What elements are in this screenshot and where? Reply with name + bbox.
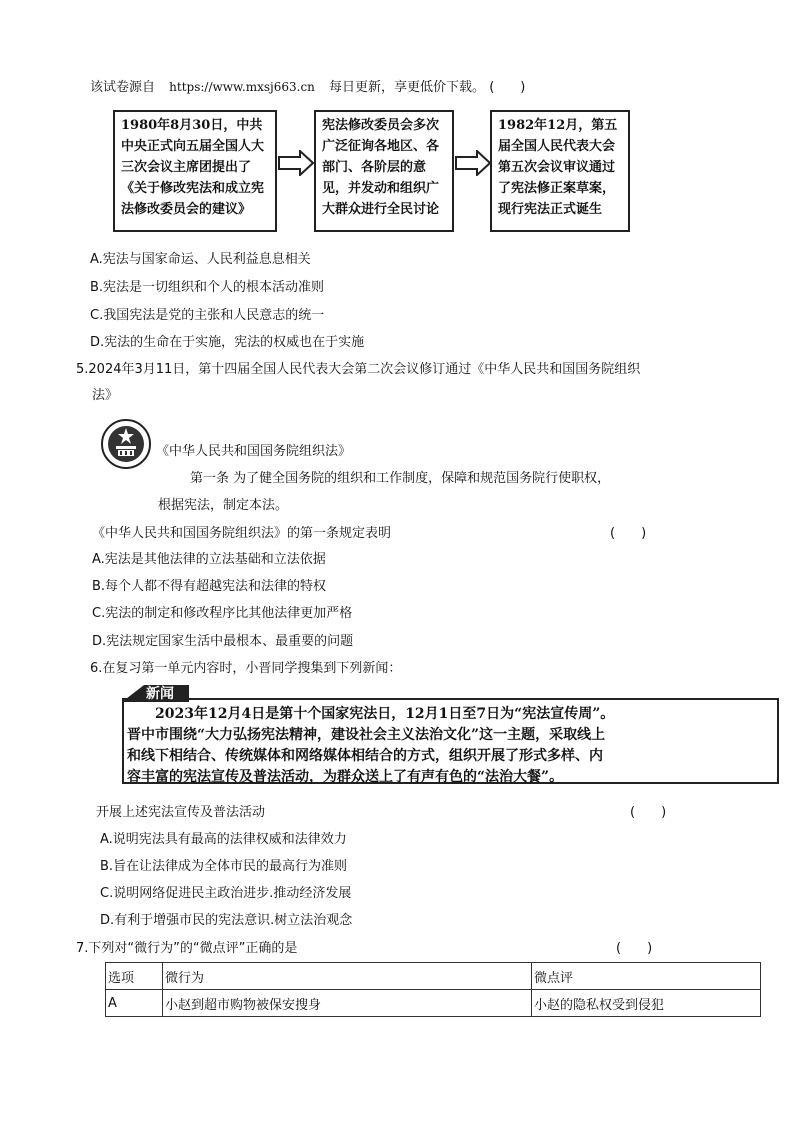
law-title: 《中华人民共和国国务院组织法》 bbox=[156, 444, 352, 459]
table-cell: A bbox=[106, 990, 163, 1017]
news-line: 和线下相结合、传统媒体和网络媒体相结合的方式，组织开展了形式多样、内 bbox=[127, 748, 603, 764]
table-header-cell: 微行为 bbox=[163, 963, 532, 990]
q4-option-d[interactable]: D.宪法的生命在于实施，宪法的权威也在于实施 bbox=[90, 335, 365, 350]
table-header-row bbox=[106, 963, 761, 990]
q5-stem-cont: 法》 bbox=[92, 388, 119, 403]
q5-option-b[interactable]: B.每个人都不得有超越宪法和法律的特权 bbox=[92, 579, 327, 594]
q4-option-c[interactable]: C.我国宪法是党的主张和人民意志的统一 bbox=[90, 308, 325, 323]
arrow-right-icon bbox=[278, 150, 314, 176]
national-emblem-icon bbox=[100, 418, 152, 470]
q4-option-b[interactable]: B.宪法是一切组织和个人的根本活动准则 bbox=[90, 280, 325, 295]
flow-step-1: 1980年8月30日，中共中央正式向五届全国人大三次会议主席团提出了《关于修改宪法和成立宪法修改委员会的建议》 bbox=[113, 110, 277, 232]
source-label: 该试卷源自 bbox=[90, 80, 156, 95]
q5-stem: 5.2024年3月11日，第十四届全国人民代表大会第二次会议修订通过《中华人民共和国国务院组织 bbox=[76, 362, 641, 377]
news-text bbox=[127, 704, 777, 788]
answer-paren: ( ) bbox=[630, 805, 667, 820]
table-row[interactable] bbox=[106, 990, 761, 1017]
source-url[interactable]: https://www.mxsj663.cn bbox=[169, 80, 315, 94]
answer-paren: ( ) bbox=[616, 941, 653, 956]
news-line: 2023年12月4日是第十个国家宪法日，12月1日至7日为“宪法宣传周”。 bbox=[127, 706, 615, 722]
q5-option-a[interactable]: A.宪法是其他法律的立法基础和立法依据 bbox=[92, 552, 326, 567]
law-article-1: 第一条 为了健全国务院的组织和工作制度，保障和规范国务院行使职权， bbox=[190, 471, 611, 486]
q6-option-c[interactable]: C.说明网络促进民主政治进步.推动经济发展 bbox=[100, 886, 352, 901]
q7-table bbox=[105, 962, 761, 1017]
q5-question: 《中华人民共和国国务院组织法》的第一条规定表明 bbox=[92, 526, 392, 541]
news-label: 新闻 bbox=[146, 686, 174, 702]
table-cell: 小赵到超市购物被保安搜身 bbox=[163, 990, 532, 1017]
answer-paren: ( ) bbox=[610, 526, 647, 541]
q5-option-c[interactable]: C.宪法的制定和修改程序比其他法律更加严格 bbox=[92, 606, 353, 621]
news-line: 容丰富的宪法宣传及普法活动，为群众送上了有声有色的“法治大餐”。 bbox=[127, 769, 564, 785]
table-cell: 小赵的隐私权受到侵犯 bbox=[532, 990, 761, 1017]
table-header-cell: 微点评 bbox=[532, 963, 761, 990]
q7-stem: 7.下列对“微行为”的“微点评”正确的是 bbox=[76, 941, 298, 956]
q6-stem: 6.在复习第一单元内容时，小晋同学搜集到下列新闻： bbox=[90, 661, 402, 676]
news-line: 晋中市围绕“大力弘扬宪法精神，建设社会主义法治文化”这一主题，采取线上 bbox=[127, 727, 606, 743]
q6-option-d[interactable]: D.有利于增强市民的宪法意识.树立法治观念 bbox=[100, 913, 353, 928]
q6-option-b[interactable]: B.旨在让法律成为全体市民的最高行为准则 bbox=[100, 859, 348, 874]
q6-question: 开展上述宪法宣传及普法活动 bbox=[96, 805, 266, 820]
q5-option-d[interactable]: D.宪法规定国家生活中最根本、最重要的问题 bbox=[92, 634, 354, 649]
source-notice: 每日更新，享更低价下载。 bbox=[329, 80, 486, 95]
flow-step-2: 宪法修改委员会多次广泛征询各地区、各部门、各阶层的意见，并发动和组织广大群众进行全民讨论 bbox=[314, 110, 454, 232]
source-line bbox=[90, 76, 525, 95]
table-header-cell: 选项 bbox=[106, 963, 163, 990]
q4-option-a[interactable]: A.宪法与国家命运、人民利益息息相关 bbox=[90, 252, 311, 267]
q6-option-a[interactable]: A.说明宪法具有最高的法律权威和法律效力 bbox=[100, 832, 347, 847]
law-article-1-cont: 根据宪法，制定本法。 bbox=[158, 498, 289, 513]
arrow-right-icon bbox=[455, 150, 491, 176]
flow-step-3: 1982年12月，第五届全国人民代表大会第五次会议审议通过了宪法修正案草案，现行宪法正式诞生 bbox=[490, 110, 630, 232]
answer-paren: ( ) bbox=[489, 80, 526, 95]
